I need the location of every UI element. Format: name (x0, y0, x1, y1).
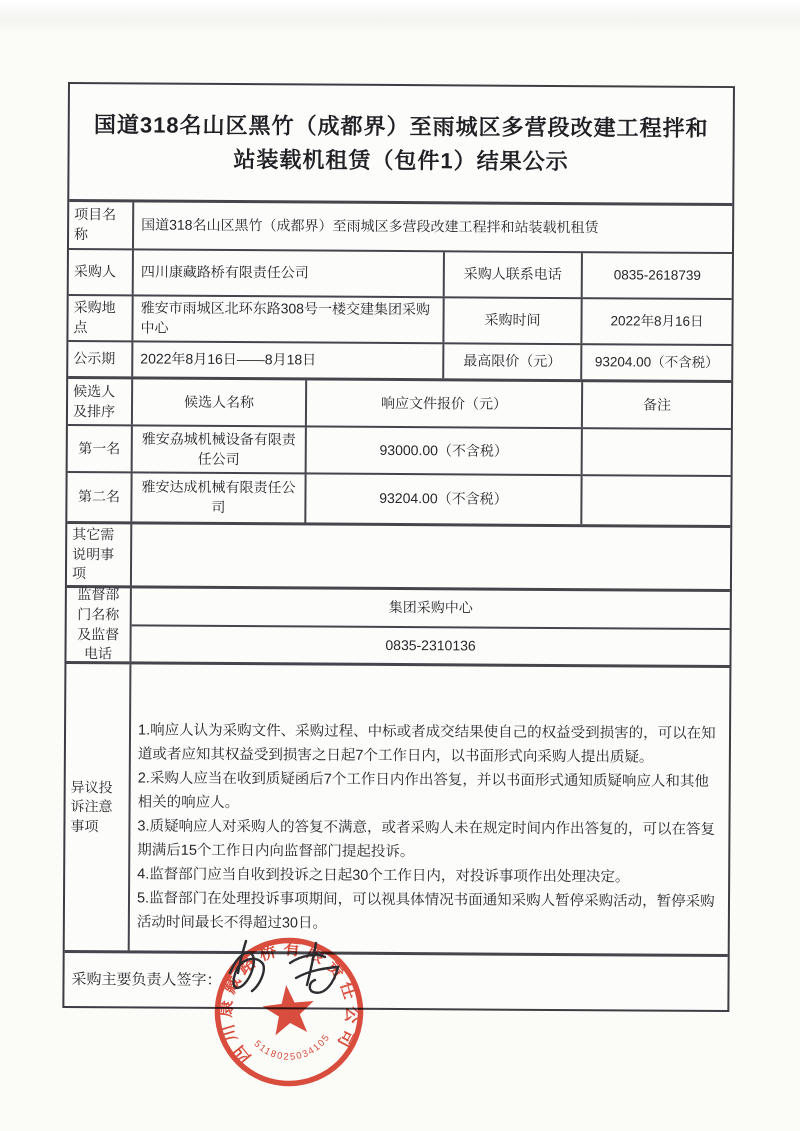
other-notes-label: 其它需说明事项 (71, 526, 115, 582)
row-publicity-period (68, 340, 731, 380)
max-price-label: 最高限价（元） (442, 344, 580, 379)
candidates-header-note: 备注 (581, 382, 731, 428)
purchaser-label: 采购人 (73, 263, 116, 280)
title-block (69, 84, 733, 203)
candidates-header-price: 响应文件报价（元） (305, 380, 581, 427)
candidates-header-rank: 候选人及排序 (72, 382, 116, 419)
publicity-value: 2022年8月16日——8月18日 (131, 342, 442, 378)
row-signature (64, 950, 727, 1010)
title-line-2: 站装载机租赁（包件1）结果公示 (233, 146, 569, 174)
candidate-1-note (581, 429, 731, 475)
signature-label: 采购主要负责人签字： (71, 971, 222, 989)
candidate-2-note (580, 476, 730, 525)
purchaser-value: 四川康藏路桥有限责任公司 (132, 250, 443, 296)
signature-stroke (296, 967, 338, 993)
row-candidates-header (68, 376, 731, 428)
handwritten-signature (212, 933, 372, 1018)
objection-label: 异议投诉注意事项 (70, 778, 113, 834)
purchase-time-value: 2022年8月16日 (580, 299, 731, 344)
objection-item-3: 3.质疑响应人对采购人的答复不满意，或者采购人未在规定时间内作出答复的，可以在答复期满后15个工作日内向监督部门提起投诉。 (137, 818, 716, 861)
purchaser-phone-value: 0835-2618739 (581, 253, 732, 298)
supervision-label: 监督部门名称及监督电话 (77, 586, 120, 662)
supervision-values (129, 588, 729, 665)
objection-item-1: 1.响应人认为采购文件、采购过程、中标或者成交结果使自己的权益受到损害的，可以在知道或者应知其权益受到损害之日起7个工作日内，以书面形式向采购人提出质疑。 (137, 722, 716, 766)
svg-text:5118025034105 (251, 1031, 335, 1067)
objection-item-5: 5.监督部门在处理投诉事项期间，可以视具体情况书面通知采购人暂停采购活动，暂停采购活动时间最长不得超过30日。 (136, 890, 715, 932)
purchase-time-label: 采购时间 (442, 298, 580, 343)
objection-body (128, 664, 730, 954)
seal-company-name: 四川康藏路桥有限责任公司 (215, 938, 363, 1067)
candidate-1-name: 雅安劦城机械设备有限责任公司 (131, 426, 305, 472)
table-row-candidate-2 (67, 471, 730, 525)
result-announcement-table (62, 82, 735, 1012)
candidate-1-price: 93000.00（不含税） (305, 427, 581, 474)
other-notes-value (130, 524, 730, 589)
seal-serial-number: 5118025034105 (251, 1031, 333, 1063)
document-title (69, 84, 733, 203)
supervision-department: 集团采购中心 (388, 599, 473, 616)
table-row-candidate-1 (68, 424, 731, 475)
purchaser-phone-label: 采购人联系电话 (443, 252, 581, 297)
project-name-label: 项目名称 (74, 206, 117, 243)
candidate-2-name: 雅安达成机械有限责任公司 (130, 473, 304, 522)
row-supervision (66, 585, 729, 665)
publicity-label: 公示期 (73, 350, 116, 367)
candidates-header-name: 候选人名称 (131, 379, 305, 425)
supervision-phone: 0835-2310136 (131, 624, 729, 665)
signature-stroke (307, 943, 316, 985)
candidate-2-rank: 第二名 (77, 488, 121, 505)
row-purchaser (69, 248, 732, 298)
row-objection-notes (65, 661, 730, 954)
max-price-value: 93204.00（不含税） (580, 345, 731, 380)
objection-item-4: 4.监督部门应当自收到投诉之日起30个工作日内，对投诉事项作出处理决定。 (137, 866, 630, 886)
location-label: 采购地点 (73, 299, 116, 336)
row-project-name (69, 199, 732, 252)
objection-item-2: 2.采购人应当在收到质疑函后7个工作日内作出答复，并以书面形式通知质疑响应人和其他相关的响应人。 (137, 770, 709, 812)
signature-stroke (230, 953, 264, 991)
signature-stroke (290, 955, 325, 963)
candidate-1-rank: 第一名 (78, 439, 121, 457)
row-other-notes (67, 521, 730, 589)
row-location (68, 294, 731, 344)
title-line-1: 国道318名山区黑竹（成都界）至雨城区多营段改建工程拌和 (93, 111, 709, 141)
candidate-2-price: 93204.00（不含税） (304, 474, 580, 524)
location-value: 雅安市雨城区北环东路308号一楼交建集团采购中心 (131, 296, 442, 342)
project-name-value: 国道318名山区黑竹（成都界）至雨城区多营段改建工程拌和站装载机租赁 (132, 202, 732, 252)
